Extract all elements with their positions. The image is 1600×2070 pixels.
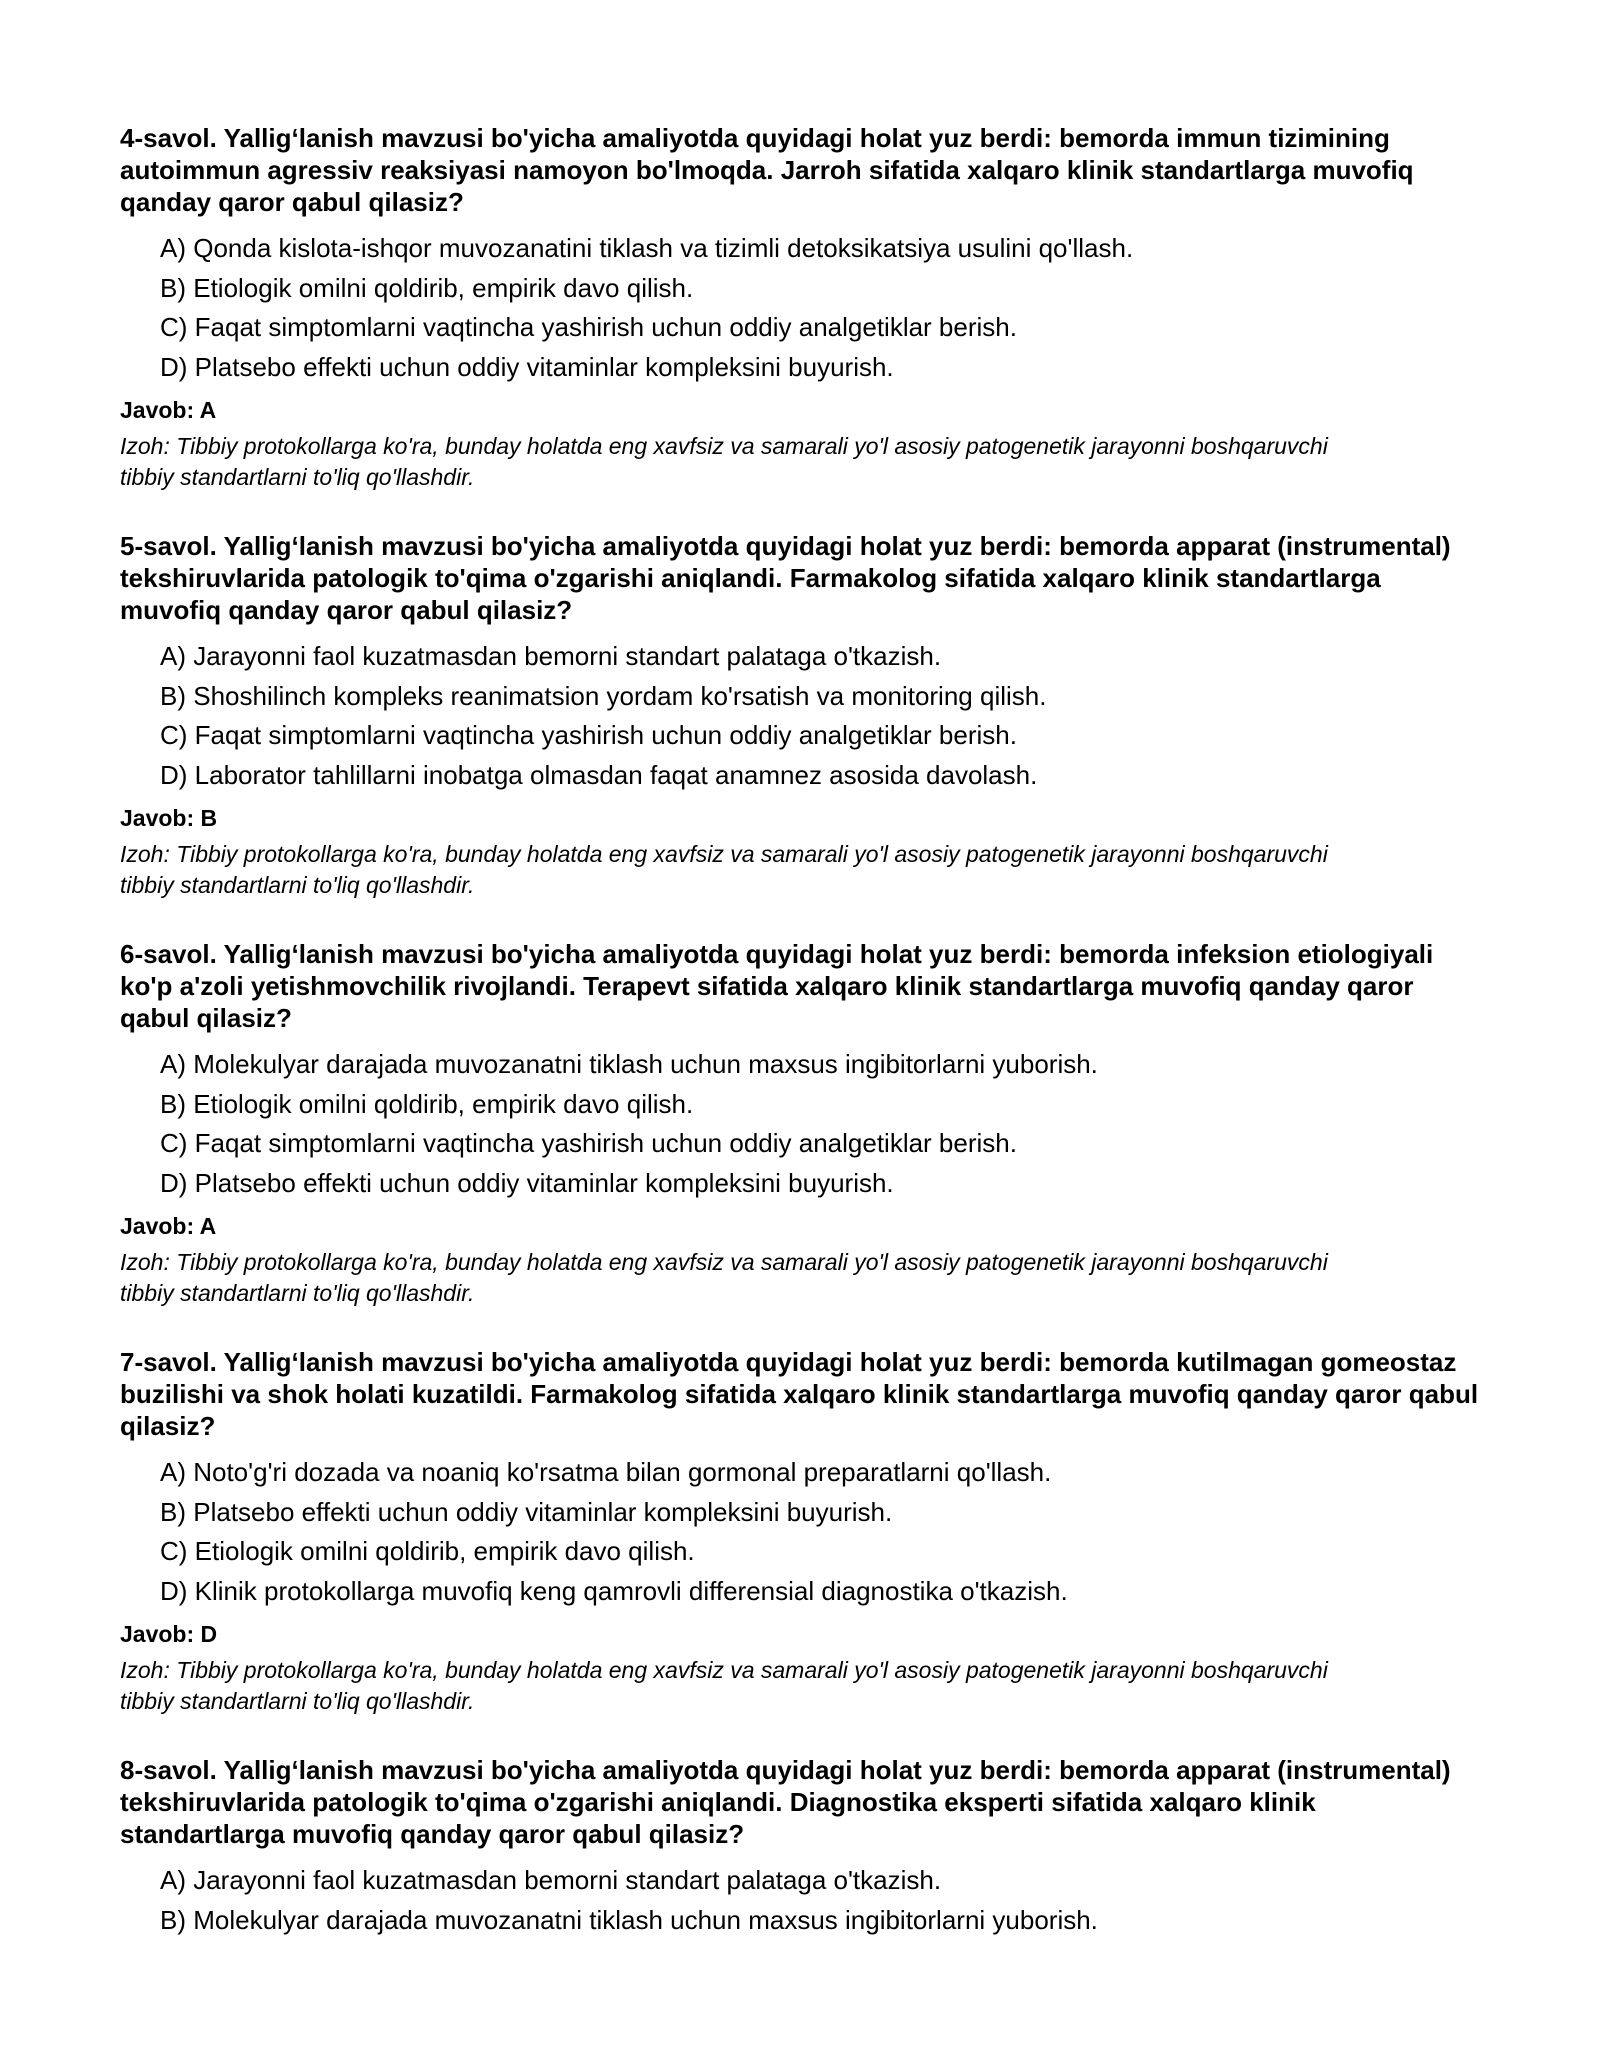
explanation-note: Izoh: Tibbiy protokollarga ko'ra, bunday holatda eng xavfsiz va samarali yo'l asosiy patogenetik jarayonni boshqaruvchi tibbiy standartlarni to'liq qo'llashdir. [120,841,1328,898]
option-list [120,229,1480,387]
option-c: C) Faqat simptomlarni vaqtincha yashirish uchun oddiy analgetiklar berish. [160,312,1017,342]
question-title: 5-savol. Yallig‘lanish mavzusi bo'yicha amaliyotda quyidagi holat yuz berdi: bemorda apparat (instrumental) tekshiruvlarida patologik to'qima o'zgarishi aniqlandi. Farmakolog sifatida xalqaro klinik standartlarga muvofiq qanday qaror qabul qilasiz? [120,531,1451,625]
question-title: 7-savol. Yallig‘lanish mavzusi bo'yicha amaliyotda quyidagi holat yuz berdi: bemorda kutilmagan gomeostaz buzilishi va shok holati kuzatildi. Farmakolog sifatida xalqaro klinik standartlarga muvofiq qanday qaror qabul qilasiz? [120,1347,1479,1441]
option-a: A) Jarayonni faol kuzatmasdan bemorni standart palataga o'tkazish. [160,1865,942,1895]
option-b: B) Etiologik omilni qoldirib, empirik davo qilish. [160,1088,694,1119]
answer-label: Javob: B [120,805,218,831]
explanation-note: Izoh: Tibbiy protokollarga ko'ra, bunday holatda eng xavfsiz va samarali yo'l asosiy patogenetik jarayonni boshqaruvchi tibbiy standartlarni to'liq qo'llashdir. [120,1249,1328,1306]
option-c: C) Faqat simptomlarni vaqtincha yashirish uchun oddiy analgetiklar berish. [160,720,1017,750]
answer-label: Javob: A [120,397,217,423]
option-d: D) Platsebo effekti uchun oddiy vitaminlar kompleksini buyurish. [160,1167,894,1198]
option-list [120,1045,1480,1203]
answer-label: Javob: A [120,1213,217,1239]
option-b: B) Etiologik omilni qoldirib, empirik davo qilish. [160,272,694,303]
option-a: A) Noto'g'ri dozada va noaniq ko'rsatma bilan gormonal preparatlarni qo'llash. [160,1457,1052,1487]
question-7 [120,1346,1480,1717]
option-c: C) Etiologik omilni qoldirib, empirik davo qilish. [160,1536,695,1566]
option-list [120,637,1480,795]
option-list [120,1861,1480,1940]
option-c: C) Faqat simptomlarni vaqtincha yashirish uchun oddiy analgetiklar berish. [160,1128,1017,1158]
option-b: B) Shoshilinch kompleks reanimatsion yordam ko'rsatish va monitoring qilish. [160,680,1047,711]
option-a: A) Jarayonni faol kuzatmasdan bemorni standart palataga o'tkazish. [160,641,942,671]
option-a: A) Molekulyar darajada muvozanatni tiklash uchun maxsus ingibitorlarni yuborish. [160,1049,1098,1079]
explanation-note: Izoh: Tibbiy protokollarga ko'ra, bunday holatda eng xavfsiz va samarali yo'l asosiy patogenetik jarayonni boshqaruvchi tibbiy standartlarni to'liq qo'llashdir. [120,433,1328,490]
question-4 [120,122,1480,493]
question-6 [120,938,1480,1309]
option-d: D) Laborator tahlillarni inobatga olmasdan faqat anamnez asosida davolash. [160,759,1038,790]
option-d: D) Klinik protokollarga muvofiq keng qamrovli differensial diagnostika o'tkazish. [160,1575,1068,1606]
explanation-note: Izoh: Tibbiy protokollarga ko'ra, bunday holatda eng xavfsiz va samarali yo'l asosiy patogenetik jarayonni boshqaruvchi tibbiy standartlarni to'liq qo'llashdir. [120,1657,1328,1714]
option-list [120,1453,1480,1611]
question-title: 8-savol. Yallig‘lanish mavzusi bo'yicha amaliyotda quyidagi holat yuz berdi: bemorda apparat (instrumental) tekshiruvlarida patologik to'qima o'zgarishi aniqlandi. Diagnostika eksperti sifatida xalqaro klinik standartlarga muvofiq qanday qaror qabul qilasiz? [120,1755,1451,1849]
option-a: A) Qonda kislota-ishqor muvozanatini tiklash va tizimli detoksikatsiya usulini qo'llash. [160,233,1134,263]
question-title: 6-savol. Yallig‘lanish mavzusi bo'yicha amaliyotda quyidagi holat yuz berdi: bemorda infeksion etiologiyali ko'p a'zoli yetishmovchilik rivojlandi. Terapevt sifatida xalqaro klinik standartlarga muvofiq qanday qaror qabul qilasiz? [120,939,1434,1033]
question-8 [120,1754,1480,1940]
question-5 [120,530,1480,901]
option-b: B) Platsebo effekti uchun oddiy vitaminlar kompleksini buyurish. [160,1496,893,1527]
question-title: 4-savol. Yallig‘lanish mavzusi bo'yicha amaliyotda quyidagi holat yuz berdi: bemorda immun tizimining autoimmun agressiv reaksiyasi namoyon bo'lmoqda. Jarroh sifatida xalqaro klinik standartlarga muvofiq qanday qaror qabul qilasiz? [120,123,1414,217]
option-b: B) Molekulyar darajada muvozanatni tiklash uchun maxsus ingibitorlarni yuborish. [160,1904,1098,1935]
answer-label: Javob: D [120,1621,218,1647]
option-d: D) Platsebo effekti uchun oddiy vitaminlar kompleksini buyurish. [160,351,894,382]
